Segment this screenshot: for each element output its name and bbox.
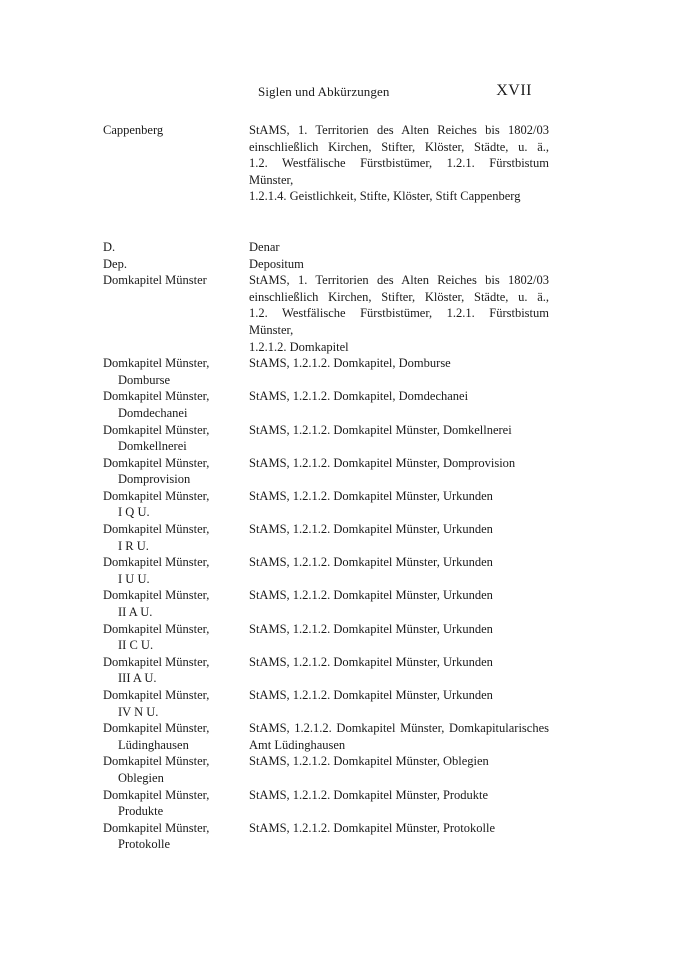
abbreviation-entry [103,621,553,654]
abbreviation-term [103,422,249,455]
definition-line: 1.2. Westfälische Fürstbistümer, 1.2.1. Fürstbistum Münster, [249,306,549,337]
abbreviation-entry [103,820,553,853]
abbreviation-definition [249,455,549,472]
term-line: Domkapitel Münster, [103,555,210,570]
abbreviation-entry [103,554,553,587]
abbreviation-definition [249,621,549,638]
abbreviation-definition [249,388,549,405]
abbreviation-entry [103,355,553,388]
definition-line: StAMS, 1.2.1.2. Domkapitel Münster, Urkunden [249,588,493,603]
term-continuation: Domkellnerei [118,439,187,454]
abbreviation-definition [249,239,549,256]
term-continuation: Domprovision [118,472,191,487]
abbreviation-term [103,239,249,256]
abbreviation-entry [103,521,553,554]
abbreviation-term [103,753,249,786]
abbreviation-entry [103,587,553,620]
term-line: Domkapitel Münster [103,273,207,288]
definition-line: einschließlich Kirchen, Stifter, Klöster, Städte, u. ä., [249,139,549,154]
definition-line: StAMS, 1.2.1.2. Domkapitel, Domdechanei [249,389,469,404]
term-continuation: I Q U. [118,505,150,520]
abbreviation-definition [249,687,549,704]
abbreviation-term [103,687,249,720]
definition-line: StAMS, 1.2.1.2. Domkapitel Münster, Domprovision [249,455,516,470]
term-continuation: Protokolle [118,837,171,852]
definition-line: StAMS, 1. Territorien des Alten Reiches bis 1802/03 [249,273,549,288]
definition-line: StAMS, 1.2.1.2. Domkapitel, Domburse [249,356,451,371]
abbreviation-term [103,488,249,521]
term-continuation: Domburse [118,372,171,387]
term-continuation: Domdechanei [118,405,188,420]
running-head [0,84,700,104]
abbreviation-entry [103,239,553,256]
abbreviation-entry [103,687,553,720]
definition-line: StAMS, 1.2.1.2. Domkapitel Münster, Urkunden [249,654,493,669]
definition-line: StAMS, 1.2.1.2. Domkapitel Münster, Domkapitularisches [249,721,549,736]
term-continuation: I U U. [118,571,150,586]
abbreviation-definition [249,753,549,770]
term-line: Domkapitel Münster, [103,522,210,537]
abbreviation-entry [103,122,553,205]
term-line: Domkapitel Münster, [103,688,210,702]
abbreviation-definition [249,488,549,505]
term-continuation: Oblegien [118,770,164,785]
term-continuation: Lüdinghausen [118,737,189,752]
definition-line: Denar [249,239,280,254]
definition-line: StAMS, 1.2.1.2. Domkapitel Münster, Protokolle [249,820,496,835]
term-line: Cappenberg [103,123,164,137]
abbreviation-term [103,256,249,273]
definition-line: einschließlich Kirchen, Stifter, Klöster, Städte, u. ä., [249,289,549,304]
definition-line: 1.2. Westfälische Fürstbistümer, 1.2.1. Fürstbistum Münster, [249,156,549,187]
abbreviation-definition [249,272,549,355]
definition-line: Depositum [249,256,304,271]
abbreviation-term [103,554,249,587]
term-line: Domkapitel Münster, [103,356,210,371]
abbreviation-definition [249,554,549,571]
definition-line: StAMS, 1.2.1.2. Domkapitel Münster, Domkellnerei [249,422,512,437]
abbreviation-entry [103,455,553,488]
section-gap [103,205,553,239]
term-continuation: II A U. [118,605,153,620]
abbreviation-term [103,654,249,687]
abbreviation-definition [249,820,549,837]
abbreviation-term [103,521,249,554]
abbreviation-entry [103,654,553,687]
definition-line: StAMS, 1.2.1.2. Domkapitel Münster, Oblegien [249,754,489,769]
abbreviation-entry [103,753,553,786]
definition-line: StAMS, 1. Territorien des Alten Reiches bis 1802/03 [249,123,549,137]
term-line: Domkapitel Münster, [103,621,210,636]
abbreviation-term [103,587,249,620]
abbreviation-definition [249,422,549,439]
abbreviation-term [103,820,249,853]
term-line: Domkapitel Münster, [103,820,210,835]
abbreviation-entry [103,787,553,820]
abbreviation-entry [103,256,553,273]
abbreviation-definition [249,256,549,273]
abbreviation-term [103,720,249,753]
definition-line: StAMS, 1.2.1.2. Domkapitel Münster, Urkunden [249,488,493,503]
definition-line: StAMS, 1.2.1.2. Domkapitel Münster, Urkunden [249,522,493,537]
abbreviation-definition [249,654,549,671]
term-continuation: III A U. [118,671,157,686]
abbreviation-term [103,122,249,139]
term-continuation: I R U. [118,538,149,553]
definition-line: StAMS, 1.2.1.2. Domkapitel Münster, Urkunden [249,621,493,636]
term-line: Domkapitel Münster, [103,654,210,669]
term-line: Domkapitel Münster, [103,422,210,437]
abbreviation-definition [249,587,549,604]
term-continuation: Produkte [118,804,164,819]
abbreviation-list [103,122,553,853]
term-line: Domkapitel Münster, [103,721,210,736]
definition-line: StAMS, 1.2.1.2. Domkapitel Münster, Urkunden [249,688,493,702]
term-line: Domkapitel Münster, [103,488,210,503]
abbreviation-entry [103,388,553,421]
term-line: D. [103,239,116,254]
abbreviation-definition [249,521,549,538]
abbreviation-term [103,787,249,820]
term-line: Domkapitel Münster, [103,389,210,404]
definition-line: 1.2.1.4. Geistlichkeit, Stifte, Klöster, Stift Cappenberg [249,189,521,204]
term-continuation: II C U. [118,638,154,653]
definition-line: 1.2.1.2. Domkapitel [249,339,349,354]
term-line: Domkapitel Münster, [103,455,210,470]
page-number: XVII [496,82,532,99]
abbreviation-term [103,455,249,488]
abbreviation-definition [249,720,549,753]
abbreviation-definition [249,355,549,372]
abbreviation-entry [103,488,553,521]
term-line: Domkapitel Münster, [103,588,210,603]
term-line: Domkapitel Münster, [103,754,210,769]
abbreviation-entry [103,272,553,355]
abbreviation-term [103,621,249,654]
term-line: Domkapitel Münster, [103,787,210,802]
definition-line: Amt Lüdinghausen [249,737,346,752]
abbreviation-entry [103,422,553,455]
abbreviation-term [103,388,249,421]
definition-line: StAMS, 1.2.1.2. Domkapitel Münster, Produkte [249,787,489,802]
abbreviation-term [103,355,249,388]
abbreviation-term [103,272,249,289]
definition-line: StAMS, 1.2.1.2. Domkapitel Münster, Urkunden [249,555,493,570]
abbreviation-definition [249,122,549,205]
abbreviation-definition [249,787,549,804]
term-continuation: IV N U. [118,704,159,719]
running-title: Siglen und Abkürzungen [258,84,390,99]
term-line: Dep. [103,256,127,271]
abbreviation-entry [103,720,553,753]
